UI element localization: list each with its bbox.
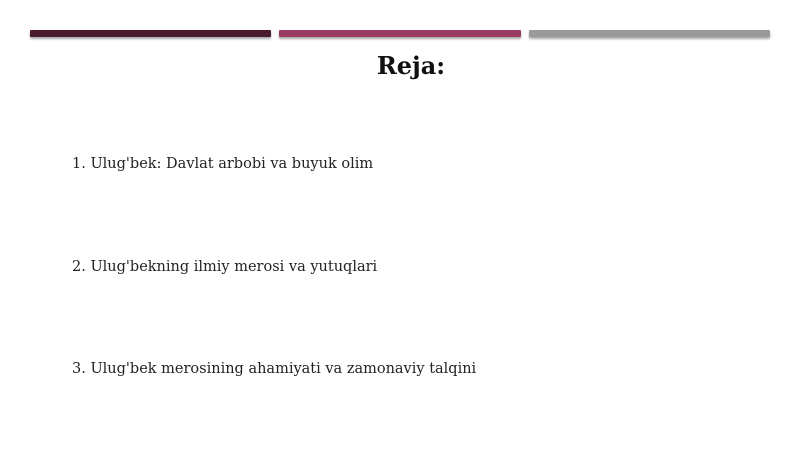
plan-item-1: 1. Ulug'bek: Davlat arbobi va buyuk olim [72, 156, 374, 172]
plan-item-3: 3. Ulug'bek merosining ahamiyati va zamonaviy talqini [72, 361, 477, 377]
slide-title: Reja: [376, 51, 446, 80]
accent-bar-dark [30, 30, 271, 37]
accent-bar-magenta [279, 30, 521, 37]
accent-bar-gray [529, 30, 770, 37]
plan-item-2: 2. Ulug'bekning ilmiy merosi va yutuqlari [72, 259, 378, 275]
